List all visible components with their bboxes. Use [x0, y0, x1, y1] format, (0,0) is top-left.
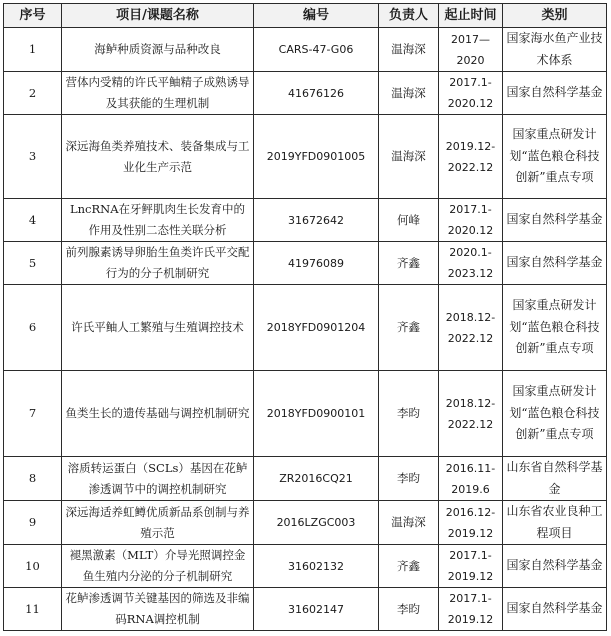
project-name: LncRNA在牙鲆肌肉生长发育中的作用及性别二态性关联分析 [62, 199, 254, 242]
header-cell: 类别 [503, 4, 607, 28]
project-category: 国家自然科学基金 [503, 545, 607, 588]
row-number: 7 [4, 371, 62, 457]
project-period: 2017.1-2019.12 [439, 588, 503, 631]
table-header-row [4, 4, 607, 28]
project-name: 海鲈种质资源与品种改良 [62, 28, 254, 72]
project-lead: 齐鑫 [379, 242, 439, 285]
project-name: 花鲈渗透调节关键基因的筛选及非编码RNA调控机制 [62, 588, 254, 631]
table-row [4, 457, 607, 501]
project-code: 31602147 [254, 588, 379, 631]
row-number: 6 [4, 285, 62, 371]
project-period: 2017.1-2020.12 [439, 72, 503, 115]
table-row [4, 242, 607, 285]
project-code: 41976089 [254, 242, 379, 285]
table-row [4, 588, 607, 631]
project-table [3, 3, 607, 631]
project-lead: 齐鑫 [379, 545, 439, 588]
project-period: 2018.12-2022.12 [439, 371, 503, 457]
row-number: 9 [4, 501, 62, 545]
project-name: 褪黑激素（MLT）介导光照调控金鱼生殖内分泌的分子机制研究 [62, 545, 254, 588]
project-period: 2017—2020 [439, 28, 503, 72]
table-row [4, 371, 607, 457]
project-name: 许氏平鲉人工繁殖与生殖调控技术 [62, 285, 254, 371]
project-lead: 温海深 [379, 72, 439, 115]
header-cell: 负责人 [379, 4, 439, 28]
project-code: CARS-47-G06 [254, 28, 379, 72]
project-lead: 李昀 [379, 588, 439, 631]
project-code: 2018YFD0901204 [254, 285, 379, 371]
table-row [4, 28, 607, 72]
project-name: 营体内受精的许氏平鲉精子成熟诱导及其获能的生理机制 [62, 72, 254, 115]
project-lead: 李昀 [379, 371, 439, 457]
project-period: 2016.11-2019.6 [439, 457, 503, 501]
project-category: 国家重点研发计划“蓝色粮仓科技创新”重点专项 [503, 285, 607, 371]
project-name: 深远海鱼类养殖技术、装备集成与工业化生产示范 [62, 115, 254, 199]
project-name: 溶质转运蛋白（SCLs）基因在花鲈渗透调节中的调控机制研究 [62, 457, 254, 501]
project-code: ZR2016CQ21 [254, 457, 379, 501]
project-name: 深远海适养虹鳟优质新品系创制与养殖示范 [62, 501, 254, 545]
project-lead: 齐鑫 [379, 285, 439, 371]
table-row [4, 545, 607, 588]
project-category: 山东省农业良种工程项目 [503, 501, 607, 545]
row-number: 10 [4, 545, 62, 588]
table-row [4, 501, 607, 545]
project-category: 国家自然科学基金 [503, 588, 607, 631]
project-category: 国家自然科学基金 [503, 199, 607, 242]
row-number: 11 [4, 588, 62, 631]
project-category: 国家重点研发计划“蓝色粮仓科技创新”重点专项 [503, 115, 607, 199]
row-number: 5 [4, 242, 62, 285]
header-cell: 起止时间 [439, 4, 503, 28]
project-code: 31602132 [254, 545, 379, 588]
project-category: 国家自然科学基金 [503, 242, 607, 285]
table-row [4, 115, 607, 199]
project-code: 2016LZGC003 [254, 501, 379, 545]
project-name: 前列腺素诱导卵胎生鱼类许氏平交配行为的分子机制研究 [62, 242, 254, 285]
project-code: 41676126 [254, 72, 379, 115]
project-lead: 何峰 [379, 199, 439, 242]
row-number: 4 [4, 199, 62, 242]
row-number: 1 [4, 28, 62, 72]
project-lead: 李昀 [379, 457, 439, 501]
row-number: 2 [4, 72, 62, 115]
project-code: 2019YFD0901005 [254, 115, 379, 199]
project-lead: 温海深 [379, 115, 439, 199]
project-code: 2018YFD0900101 [254, 371, 379, 457]
project-code: 31672642 [254, 199, 379, 242]
header-cell: 项目/课题名称 [62, 4, 254, 28]
header-cell: 编号 [254, 4, 379, 28]
table-row [4, 285, 607, 371]
project-period: 2016.12-2019.12 [439, 501, 503, 545]
project-period: 2020.1-2023.12 [439, 242, 503, 285]
row-number: 8 [4, 457, 62, 501]
project-period: 2017.1-2019.12 [439, 545, 503, 588]
header-cell: 序号 [4, 4, 62, 28]
project-period: 2019.12-2022.12 [439, 115, 503, 199]
project-category: 山东省自然科学基金 [503, 457, 607, 501]
project-category: 国家海水鱼产业技术体系 [503, 28, 607, 72]
project-category: 国家重点研发计划“蓝色粮仓科技创新”重点专项 [503, 371, 607, 457]
project-lead: 温海深 [379, 501, 439, 545]
project-period: 2017.1-2020.12 [439, 199, 503, 242]
project-category: 国家自然科学基金 [503, 72, 607, 115]
row-number: 3 [4, 115, 62, 199]
project-lead: 温海深 [379, 28, 439, 72]
table-row [4, 72, 607, 115]
project-period: 2018.12-2022.12 [439, 285, 503, 371]
table-row [4, 199, 607, 242]
project-name: 鱼类生长的遗传基础与调控机制研究 [62, 371, 254, 457]
